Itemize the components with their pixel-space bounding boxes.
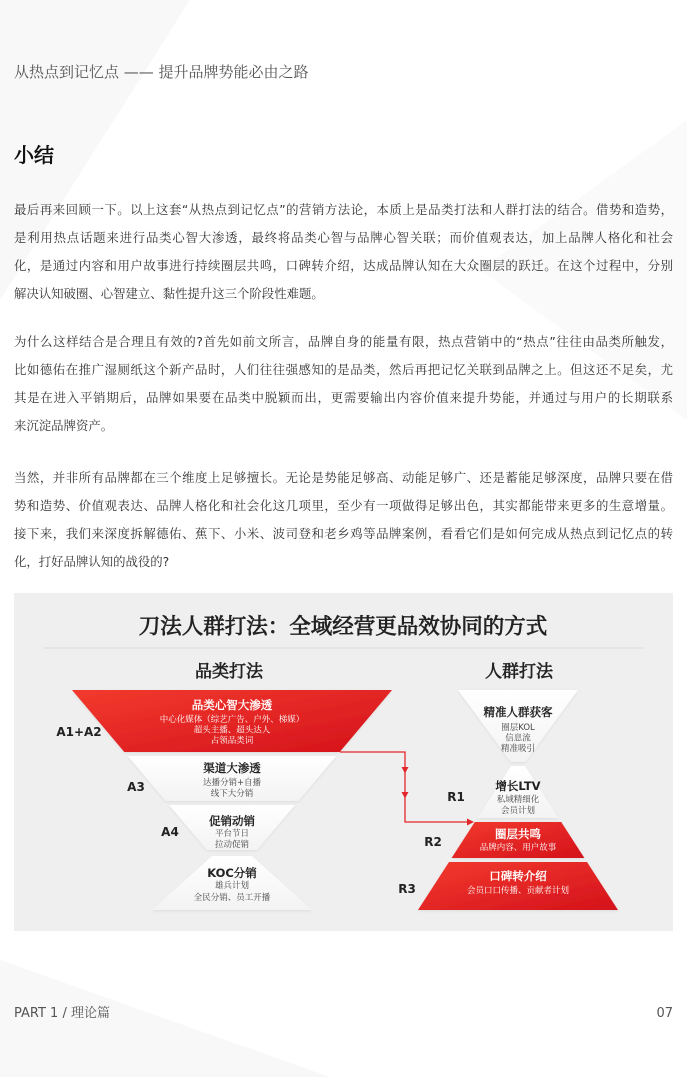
- paragraph-line: 来沉淀品牌资产。: [14, 418, 114, 433]
- left-stage-3-line: 拉动促销: [214, 840, 250, 850]
- right-stage-2-line: 私域精细化: [496, 795, 540, 805]
- right-stage-3-label: R2: [424, 835, 442, 849]
- left-stage-3-label: A4: [161, 825, 179, 839]
- running-title: 从热点到记忆点 —— 提升品牌势能必由之路: [14, 63, 309, 81]
- footer-part-label: PART 1 / 理论篇: [14, 1006, 110, 1021]
- right-stage-4-label: R3: [398, 882, 416, 896]
- left-heading: 品类打法: [195, 662, 263, 682]
- left-stage-2-title: 渠道大渗透: [203, 761, 261, 775]
- paragraph-line: 是利用热点话题来进行品类心智大渗透，最终将品类心智与品牌心智关联；而价值观表达，加上品牌人格化和社会: [14, 230, 673, 245]
- right-stage-2-title: 增长LTV: [495, 779, 541, 793]
- paragraph-line: 其是在进入平销期后，品牌如果要在品类中脱颖而出，更需要输出内容价值来提升势能，并通过与用户的长期联系: [14, 390, 673, 405]
- left-stage-4-line: 全民分销、员工开播: [193, 893, 271, 903]
- right-stage-1-line: 信息流: [505, 733, 531, 744]
- paragraph-line: 解决认知破圈、心智建立、黏性提升这三个阶段性难题。: [14, 286, 324, 301]
- paragraph-line: 为什么这样结合是合理且有效的?首先如前文所言，品牌自身的能量有限，热点营销中的“热点”往往由品类所触发，: [14, 334, 673, 349]
- right-stage-4-title: 口碑转介绍: [489, 869, 547, 883]
- left-stage-3-title: 促销动销: [209, 814, 255, 828]
- left-stage-1-label: A1+A2: [56, 725, 102, 739]
- left-stage-2-label: A3: [127, 780, 145, 794]
- left-stage-4-title: KOC分销: [207, 866, 257, 880]
- strategy-diagram: [14, 593, 673, 931]
- paragraph-2: [14, 328, 673, 440]
- left-stage-1-line: 超头主播、超头达人: [193, 725, 271, 736]
- paragraph-line: 化，是通过内容和用户故事进行持续圈层共鸣，口碑转介绍，达成品牌认知在大众圈层的跃迁。在这个过程中，分别: [14, 258, 673, 273]
- right-stage-2-label: R1: [447, 790, 465, 804]
- paragraph-line: 势和造势、价值观表达、品牌人格化和社会化这几项里，至少有一项做得足够出色，其实都能带来更多的生意增量。: [14, 498, 673, 513]
- right-stage-1-line: 精准吸引: [500, 744, 536, 754]
- paragraph-3: [14, 464, 673, 576]
- right-heading: 人群打法: [485, 662, 553, 682]
- paragraph-line: 比如德佑在推广湿厕纸这个新产品时，人们往往强感知的是品类，然后再把记忆关联到品牌之上。但这还不足矣，尤: [14, 362, 673, 377]
- left-stage-3-line: 平台节日: [214, 829, 250, 839]
- paragraph-1: [14, 196, 673, 308]
- right-stage-1-line: 圈层KOL: [501, 723, 535, 733]
- left-stage-2-line: 达播分销+自播: [202, 778, 262, 788]
- paragraph-line: 接下来，我们来深度拆解德佑、蕉下、小米、波司登和老乡鸡等品牌案例，看看它们是如何完成从热点到记忆点的转: [14, 526, 673, 541]
- left-stage-1-line: 中心化媒体（综艺广告、户外、梯媒）: [159, 715, 305, 725]
- right-stage-1-title: 精准人群获客: [483, 705, 553, 719]
- left-stage-1-line: 占领品类词: [210, 736, 254, 746]
- paragraph-line: 当然，并非所有品牌都在三个维度上足够擅长。无论是势能足够高、动能足够广、还是蓄能足够深度，品牌只要在借: [14, 470, 673, 485]
- left-stage-1-title: 品类心智大渗透: [191, 698, 273, 712]
- footer-page-number: 07: [656, 1006, 673, 1021]
- right-stage-2-line: 会员计划: [500, 806, 536, 816]
- right-stage-3-title: 圈层共鸣: [495, 827, 541, 841]
- diagram-title: 刀法人群打法：全域经营更品效协同的方式: [138, 614, 548, 640]
- paragraph-line: 化，打好品牌认知的战役的?: [14, 554, 170, 569]
- paragraph-line: 最后再来回顾一下。以上这套“从热点到记忆点”的营销方法论，本质上是品类打法和人群打法的结合。借势和造势，: [14, 202, 673, 217]
- section-heading: 小结: [14, 143, 54, 167]
- left-stage-2-line: 线下大分销: [210, 789, 254, 799]
- left-stage-4-line: 雄兵计划: [214, 881, 250, 891]
- right-stage-4-line: 会员口口传播、贡献者计划: [466, 886, 570, 896]
- right-stage-3-line: 品牌内容、用户故事: [479, 843, 557, 853]
